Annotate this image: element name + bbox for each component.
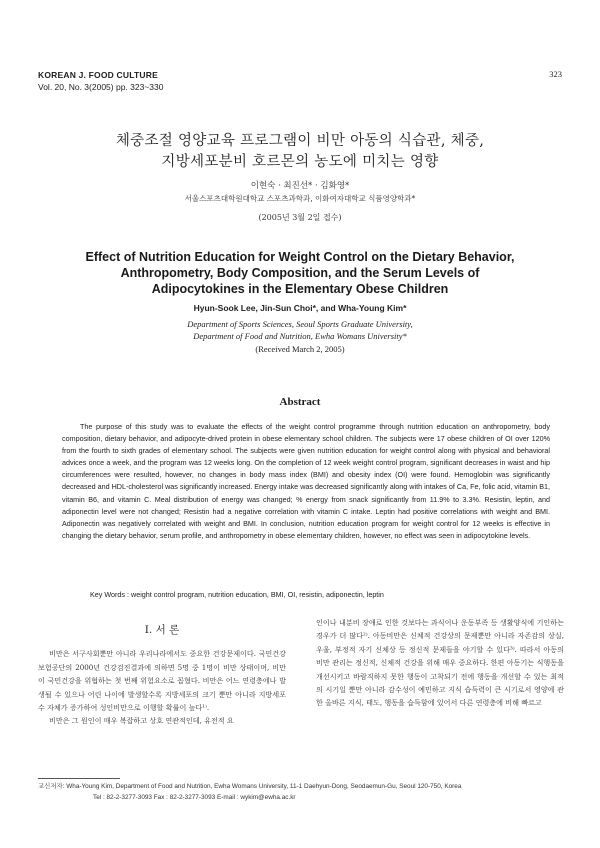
abstract-text: The purpose of this study was to evaluate the effects of the weight control programme through nutrition education on anthropometry, body composition, dietary behavior, and adipocyte-drived protein in obese elementary school children. The subjects were 17 obese children of OI over 120% from the fourth to sixth grades of elementary school. The subjects were given nutrition education for weight control along with physical and behavioral advices once a week, and the program was 12 weeks long. On the completion of 12 week weight control program, significant decreases in waist and hip circumferences were resulted, however, no changes in body mass index (BMI) and obesity index (OI) were found. Hemoglobin was significantly decreased and HDL-cholesterol was significantly increased. Energy intake was decreased significantly along with intakes of Ca, Fe, folic acid, vitamin B1, vitamin B6, and vitamin C. Meal distribution of energy was changed; % energy from snack significantly from 11.9% to 3.3%. Resistin, leptin, and adiponectin level were not changed; Resistin had a negative correlation with vitamin C intake. Leptin had positive correlations with weight and BMI. Adiponectin was negatively correlated with weight and BMI. In conclusion, nutrition education program for weight control for 12 weeks is effective in changing the dietary behavior, serum profile, and anthropometry in obese elementary children, however, no effect was seen in adipocytokine levels. bbox=[62, 422, 550, 540]
affiliation-line: Department of Sports Sciences, Seoul Sports Graduate University, bbox=[187, 319, 413, 329]
english-title-line: Adipocytokines in the Elementary Obese Children bbox=[151, 282, 449, 296]
korean-title bbox=[0, 131, 600, 173]
body-paragraph: 비만은 서구사회뿐만 아니라 우리나라에서도 중요한 건강문제이다. 국민건강보험공단의 2000년 건강검진결과에 의하면 5명 중 1명이 비만 상태이며, 비만이 국민건강을 위협하는 첫 번째 위험요소로 꼽혔다. 비만은 어느 연령층에나 발생될 수 있으나 어린 나이에 발생할수록 지방세포의 크기 뿐만 아니라 지방세포수 자체가 증가하여 성인비만으로 이행할 확률이 높다¹⁾. bbox=[38, 649, 286, 713]
journal-header bbox=[38, 69, 163, 93]
keywords-list: weight control program, nutrition education, BMI, OI, resistin, adiponectin, leptin bbox=[129, 590, 384, 599]
keywords bbox=[90, 590, 550, 599]
section-heading-introduction: I. 서 론 bbox=[144, 624, 180, 636]
english-title bbox=[0, 249, 600, 297]
english-title-line: Anthropometry, Body Composition, and the Serum Levels of bbox=[120, 266, 480, 280]
english-received-date: (Received March 2, 2005) bbox=[255, 344, 345, 354]
english-title-line: Effect of Nutrition Education for Weight Control on the Dietary Behavior, bbox=[85, 250, 515, 264]
journal-name: KOREAN J. FOOD CULTURE bbox=[38, 70, 158, 80]
korean-authors: 이현숙 · 최진선* · 김화영* bbox=[250, 181, 350, 191]
page-number: 323 bbox=[549, 69, 562, 79]
body-column-right bbox=[316, 616, 564, 710]
english-authors: Hyun-Sook Lee, Jin-Sun Choi*, and Wha-Young Kim* bbox=[193, 303, 407, 313]
body-column-left bbox=[38, 616, 286, 728]
korean-title-line: 지방세포분비 호르몬의 농도에 미치는 영향 bbox=[161, 154, 439, 170]
volume-info: Vol. 20, No. 3(2005) pp. 323~330 bbox=[38, 82, 164, 92]
affiliation-line: Department of Food and Nutrition, Ewha Womans University* bbox=[193, 331, 407, 341]
english-affiliation bbox=[0, 318, 600, 342]
body-paragraph: 비만은 그 원인이 매우 복잡하고 상호 연관적인데, 유전적 요 bbox=[49, 716, 234, 726]
footnote bbox=[38, 782, 568, 803]
body-paragraph: 인이나 내분비 장애로 인한 것보다는 과식이나 운동부족 등 생활양식에 기인하는 경우가 더 많다²⁾. 아동비만은 신체적 건강상의 문제뿐만 아니라 자존감의 상실, 우울, 부정적 자기 신체상 등 정신적 문제들을 야기할 수 있다³⁾. 따라서 아동의 비만 관리는 정신적, 신체적 건강을 위해 매우 중요하다. 한편 아동기는 식행동을 개선시키고 바람직하지 못한 행동이 고착되기 전에 행동을 개선할 수 있는 최적의 시기일 뿐만 아니라 감수성이 예민하고 지식 습득력이 큰 시기로서 영양에 관한 올바른 지식, 태도, 행동을 습득함에 있어서 다른 연령층에 비해 빠르고 bbox=[316, 618, 564, 708]
contact-info: Tel : 82-2-3277-3093 Fax : 82-2-3277-3093 E-mail : wykim@ewha.ac.kr bbox=[93, 793, 296, 801]
abstract-heading: Abstract bbox=[279, 396, 321, 408]
korean-affiliation: 서울스포츠대학원대학교 스포츠과학과, 이화여자대학교 식품영양학과* bbox=[184, 194, 416, 203]
keywords-label: Key Words : bbox=[90, 590, 130, 599]
korean-received-date: (2005년 3월 2일 접수) bbox=[258, 213, 342, 222]
corresponding-author: 교신저자: Wha-Young Kim, Department of Food and Nutrition, Ewha Womans University, 11-1 Daehyun-Dong, Seodaemun-Gu, Seoul 120-750, Korea bbox=[38, 783, 462, 790]
korean-title-line: 체중조절 영양교육 프로그램이 비만 아동의 식습관, 체중, bbox=[115, 133, 485, 149]
footnote-divider bbox=[38, 778, 120, 779]
